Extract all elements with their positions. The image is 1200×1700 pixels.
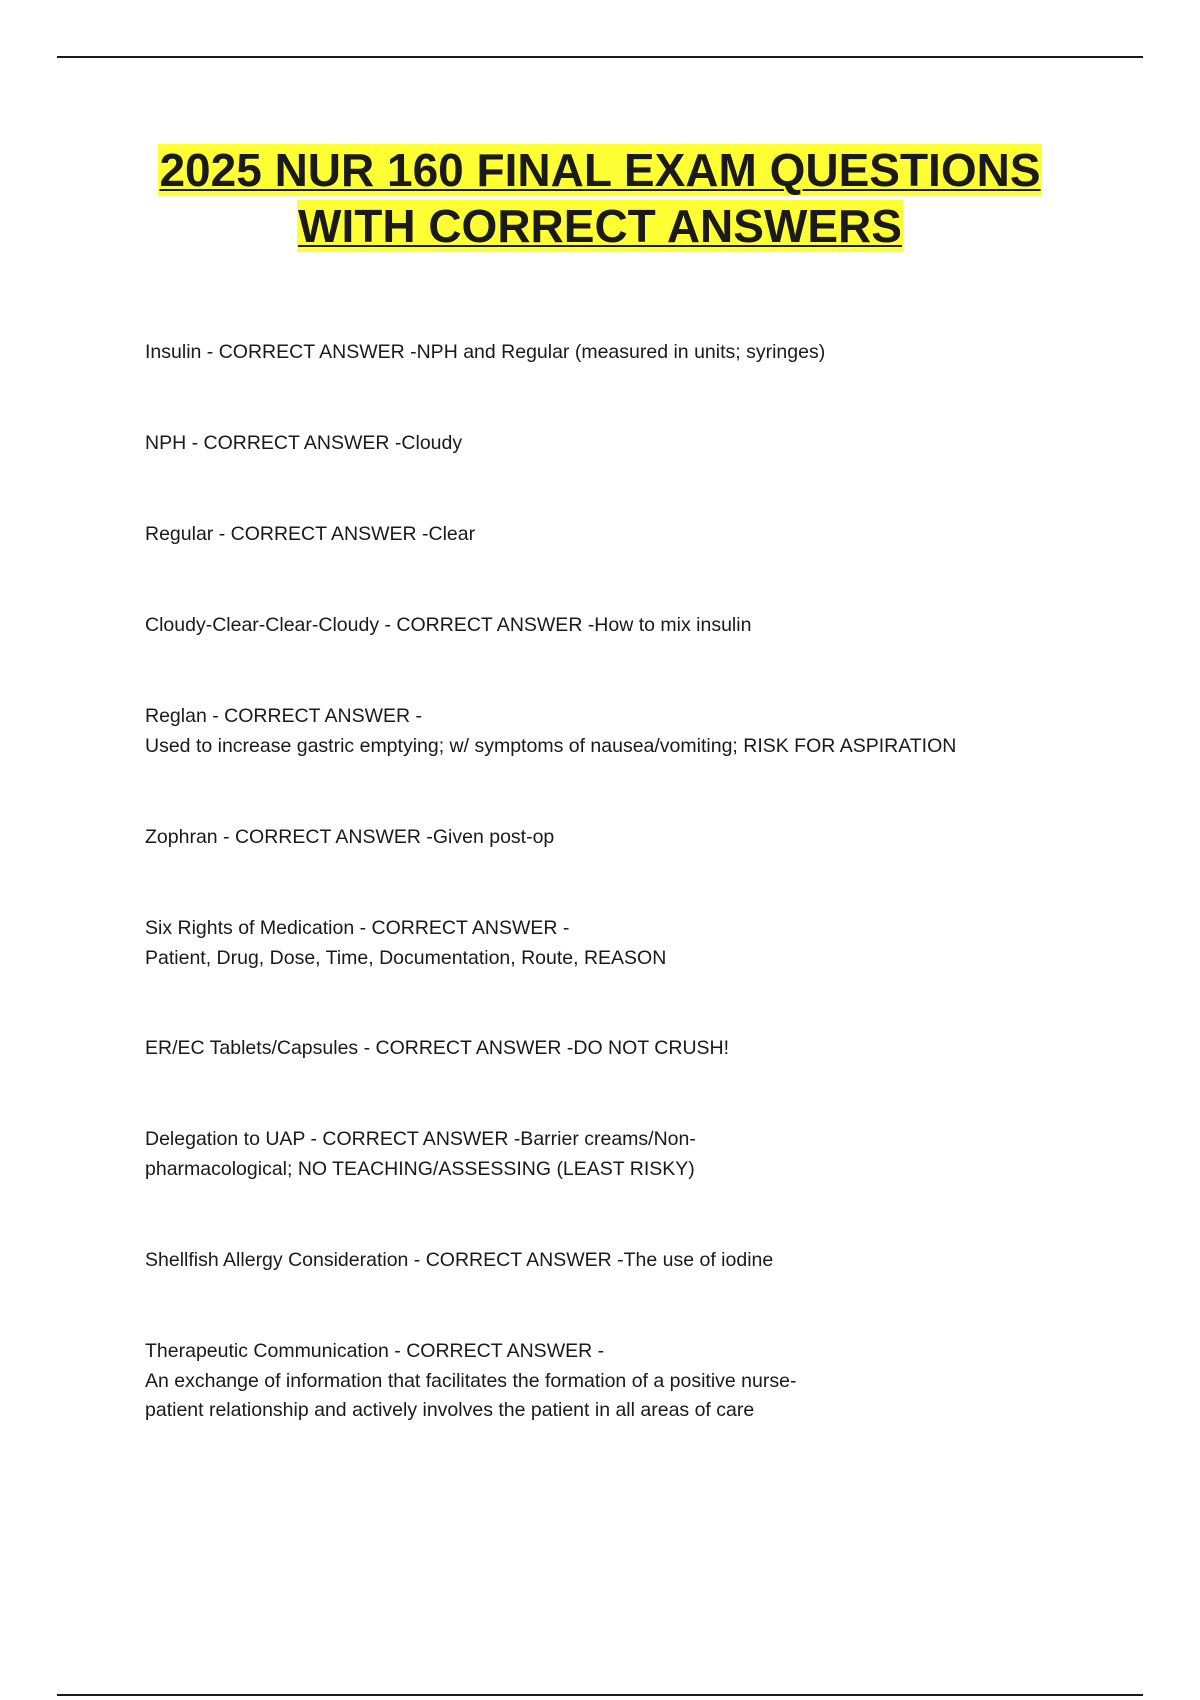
footer-rule (57, 1694, 1143, 1696)
title-line-1-text: 2025 NUR 160 FINAL EXAM QUESTIONS (159, 144, 1041, 196)
title-line-2-text: WITH CORRECT ANSWERS (298, 200, 902, 252)
title-line-1 (0, 142, 1200, 198)
qa-item-shellfish: Shellfish Allergy Consideration - CORRECT ANSWER -The use of iodine (145, 1249, 774, 1271)
qa-item-reglan: Reglan - CORRECT ANSWER - Used to increase gastric emptying; w/ symptoms of nausea/vomiting; RISK FOR ASPIRATION (145, 705, 957, 757)
title-line-2 (0, 198, 1200, 254)
header-rule (57, 56, 1143, 58)
qa-item-zophran: Zophran - CORRECT ANSWER -Given post-op (145, 826, 555, 848)
qa-item-delegation: Delegation to UAP - CORRECT ANSWER -Barrier creams/Non- pharmacological; NO TEACHING/ASSESSING (LEAST RISKY) (145, 1128, 696, 1180)
qa-item-insulin: Insulin - CORRECT ANSWER -NPH and Regular (measured in units; syringes) (145, 341, 826, 363)
qa-item-therapeutic-communication: Therapeutic Communication - CORRECT ANSWER - An exchange of information that facilitates the formation of a positive nurse- patient relationship and actively involves the patient in all areas of care (145, 1340, 797, 1421)
qa-item-mixing: Cloudy-Clear-Clear-Cloudy - CORRECT ANSWER -How to mix insulin (145, 614, 752, 636)
qa-item-er-ec: ER/EC Tablets/Capsules - CORRECT ANSWER -DO NOT CRUSH! (145, 1037, 730, 1059)
document-title (0, 142, 1200, 254)
qa-item-six-rights: Six Rights of Medication - CORRECT ANSWER - Patient, Drug, Dose, Time, Documentation, Route, REASON (145, 917, 667, 969)
qa-item-regular: Regular - CORRECT ANSWER -Clear (145, 523, 476, 545)
qa-item-nph: NPH - CORRECT ANSWER -Cloudy (145, 432, 463, 454)
